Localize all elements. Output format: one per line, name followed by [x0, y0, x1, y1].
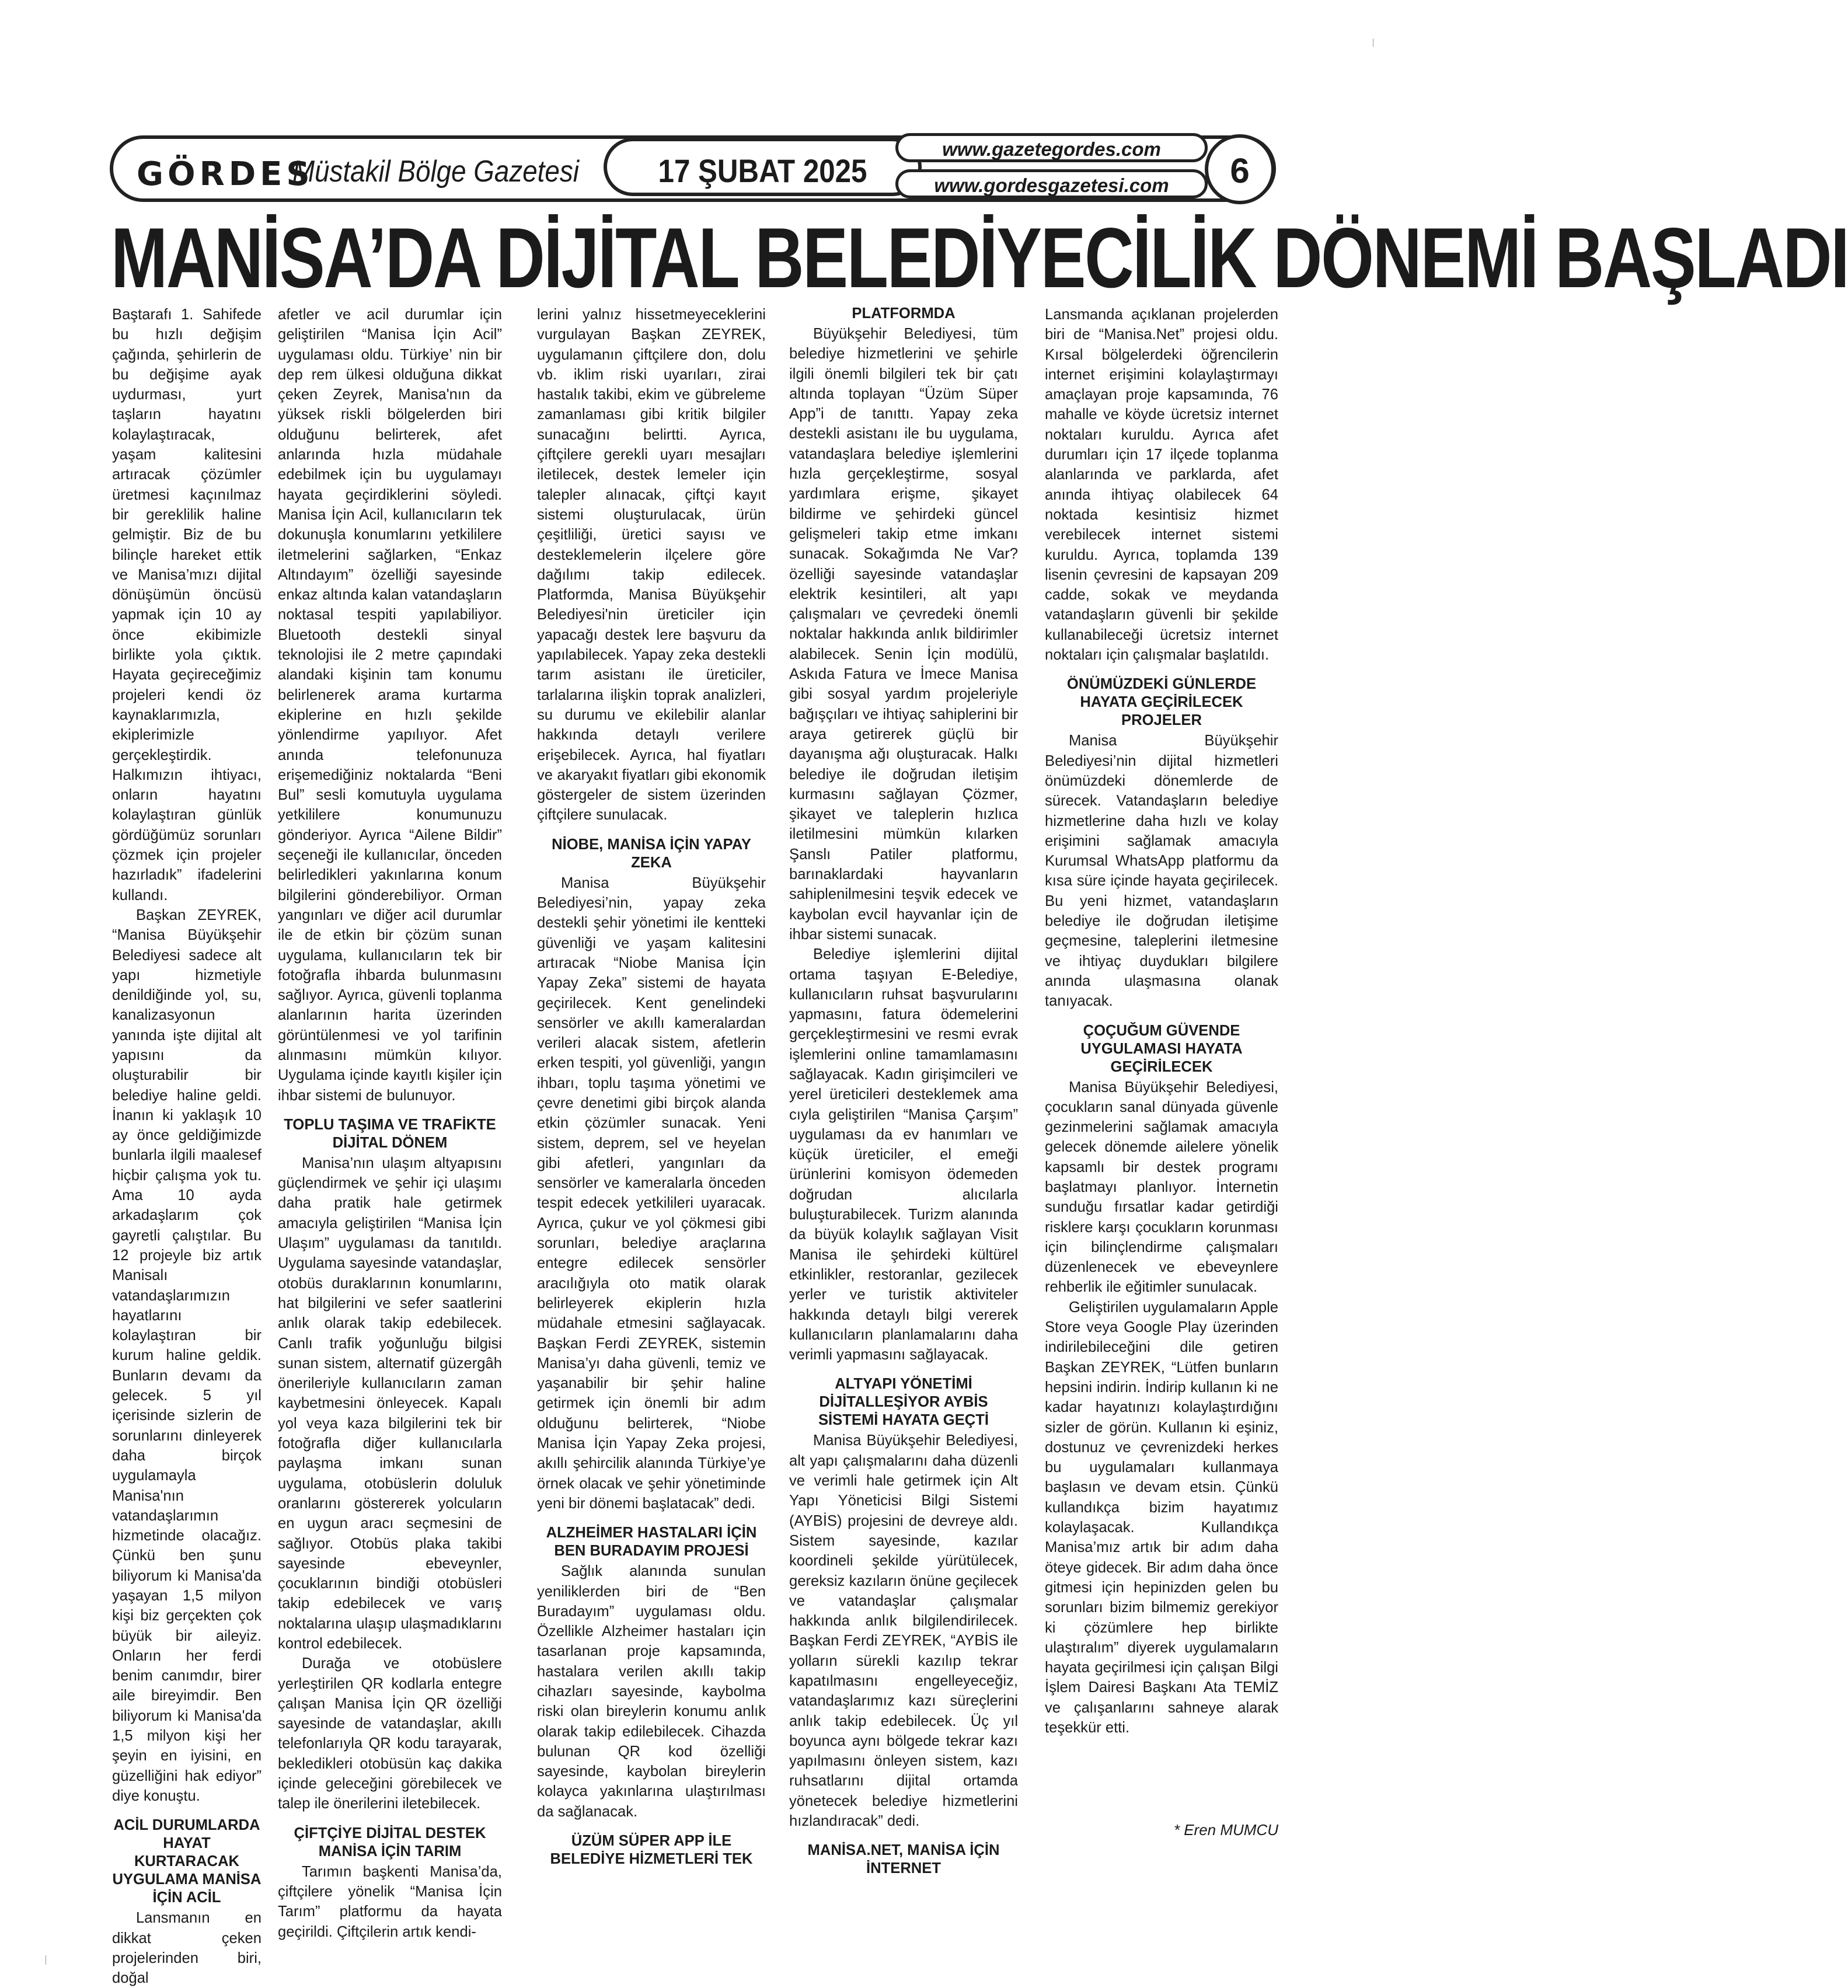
section-heading: ACİL DURUMLARDA HAYAT KURTARACAK UYGULAMA MANİSA İÇİN ACİL [112, 1817, 261, 1906]
article-column-1 [112, 305, 261, 1988]
website-2-text: www.gordesgazetesi.com [934, 175, 1169, 196]
section-heading: NİOBE, MANİSA İÇİN YAPAY ZEKA [552, 836, 751, 871]
website-link-2[interactable] [895, 169, 1208, 198]
paragraph: Manisa Büyükşehir Belediyesi, alt yapı çalışmalarını daha düzenli ve verimli hale getirmek için Alt Yapı Yöneticisi Bilgi Sistemi (AYBİS) projesini de devreye aldı. Sistem sayesinde, kazılar koordineli şekilde yürütülecek, gereksiz kazıların önüne geçilecek ve vatandaşlar çalışmalar hakkında anlık bilgilendirilecek. Başkan Ferdi ZEYREK, “AYBİS ile yolların sürekli kazılıp tekrar kapatılmasını engelleyeceğiz, vatandaşlarımız kazı süreçlerini anlık takip edebilecek. Üç yıl boyunca aynı bölgede tekrar kazı yapılmasını önleyen sistem, kazı ruhsatlarını dijital ortamda yönetecek belediye hizmetlerini hızlandıracak” dedi. [789, 1432, 1018, 1830]
paragraph: Tarımın başkenti Manisa’da, çiftçilere yönelik “Manisa İçin Tarım” platformu da hayata geçirildi. Çiftçilerin artık kendi- [278, 1863, 502, 1940]
paragraph: afetler ve acil durumlar için geliştirilen “Manisa İçin Acil” uygulaması oldu. Türkiye’ nin bir dep rem ülkesi olduğuna dikkat çeken Zeyrek, Manisa'nın da yüksek riskli bölgelerden biri olduğunu belirterek, afet anlarında hızla müdahale edebilmek için bu uygulamayı hayata geçirdiklerini söyledi. Manisa İçin Acil, kullanıcıların tek dokunuşla konumlarını yetkililere iletmelerini sağlarken, “Enkaz Altındayım” özelliği sayesinde enkaz altında kalan vatandaşların noktasal tespiti yapılabiliyor. Bluetooth destekli sinyal teknolojisi ile 2 metre çapındaki alandaki kişinin tam konumu belirlenerek arama kurtarma ekiplerine en hızlı şekilde yönlendirme yapılıyor. Afet anında telefonunuza erişemediğiniz noktalarda “Beni Bul” sesli komutuyla uygulama yetkililere konumunuzu gönderiyor. Ayrıca “Ailene Bildir” seçeneği ile kullanıcılar, önceden belirledikleri yakınlarına konum bilgilerini gönderebiliyor. Orman yangınları ve diğer acil durumlar ile de etkin bir çözüm sunan uygulama, kullanıcıların tek bir fotoğrafla ihbarda bulunmasını sağlıyor. Ayrıca, güvenli toplanma alanlarının harita üzerinden görüntülenmesi ve yol tarifinin alınmasını mümkün kılıyor. Uygulama içinde kayıtlı kişiler için ihbar sistemi de bulunuyor. [278, 306, 502, 1104]
page-number: 6 [1230, 151, 1250, 190]
article-column-3 [537, 305, 766, 1870]
paragraph: Manisa Büyükşehir Belediyesi’nin dijital hizmetleri önümüzdeki dönemlerde de sürecek. Vatandaşların belediye hizmetlerine daha hızlı ve kolay erişimini sağlamak amacıyla Kurumsal WhatsApp platformu da kısa süre içinde hayata geçirilecek. Bu yeni hizmet, vatandaşların belediye ile doğrudan iletişime geçmesine, taleplerini iletmesine ve ihtiyaç duydukları bilgilere anında ulaşmasına olanak tanıyacak. [1045, 733, 1278, 1010]
article-column-5 [1045, 305, 1278, 1738]
section-heading: ÖNÜMÜZDEKİ GÜNLERDE HAYATA GEÇİRİLECEK PROJELER [1066, 676, 1257, 729]
paragraph: Durağa ve otobüslere yerleştirilen QR kodlarla entegre çalışan Manisa İçin QR özelliği sayesinde de vatandaşlar, akıllı telefonlarıyla QR kodu tarayarak, bekledikleri otobüsün kaç dakika içinde geleceğini görebilecek ve talep ile önerilerini iletebilecek. [278, 1655, 502, 1812]
paragraph: lerini yalnız hissetmeyeceklerini vurgulayan Başkan ZEYREK, uygulamanın çiftçilere don, dolu vb. iklim riski uyarıları, zirai hastalık takibi, ekim ve gübreleme zamanlaması gibi kritik bilgiler sunacağını belirtti. Ayrıca, çiftçilere gerekli uyarı mesajları iletilecek, destek lemeler için talepler alınacak, çiftçi kayıt sistemi oluşturulacak, ürün çeşitliliği, üretici sayısı ve desteklemelerin ilçelere göre dağılımı takip edilecek. Platformda, Manisa Büyükşehir Belediyesi'nin üreticiler için yapacağı destek lere başvuru da yapılabilecek. Yapay zeka destekli tarım asistanı ile üreticiler, tarlalarına ilişkin toprak analizleri, su durumu ve ekilebilir alanlar hakkında detaylı verilere erişebilecek. Ayrıca, hal fiyatları ve akaryakıt fiyatları gibi ekonomik göstergeler de sistem üzerinden çiftçilere sunulacak. [537, 306, 766, 824]
paragraph: Sağlık alanında sunulan yeniliklerden biri de “Ben Buradayım” uygulaması oldu. Özellikle Alzheimer hastaları için tasarlanan proje kapsamında, hastalara verilen akıllı takip cihazları sayesinde, kaybolma riski olan bireylerin konumu anlık olarak takip edilebilecek. Cihazda bulunan QR kod özelliği sayesinde, kaybolan bireylerin kolayca yakınlarına ulaştırılması da sağlanacak. [537, 1563, 766, 1820]
newspaper-name: GÖRDES [137, 155, 314, 193]
paragraph: Başkan ZEYREK, “Manisa Büyükşehir Belediyesi sadece alt yapı hizmetiyle denildiğinde yol, su, kanalizasyonun yanında işte dijital alt yapısını da oluşturabilir bir belediye haline geldi. İnanın ki yaklaşık 10 ay önce geldiğimizde bunlarla ilgili maalesef hiçbir çalışma yok tu. Ama 10 ayda arkadaşlarım çok gayretli çalıştılar. Bu 12 projeyle biz artık Manisalı vatandaşlarımızın hayatlarını kolaylaştıran bir kurum haline geldik. Bunların devamı da gelecek. 5 yıl içerisinde sizlerin de sorunlarını dinleyerek daha birçok uygulamayla Manisa'nın vatandaşlarımın hizmetinde olacağız. Çünkü ben şunu biliyorum ki Manisa'da yaşayan 1,5 milyon kişi biz gerçekten çok büyük bir aileyiz. Onların her ferdi benim canımdır, birer aile bireyimdir. Ben biliyorum ki Manisa'da 1,5 milyon kişi her şeyin en iyisini, en güzelliğini hak ediyor” diye konuştu. [112, 906, 261, 1804]
paragraph: Baştarafı 1. Sahifede bu hızlı değişim çağında, şehirlerin de bu değişime ayak uydurması, yurt taşların hayatını kolaylaştıracak, yaşam kalitesini artıracak çözümler üretmesi kaçınılmaz bir gereklilik haline gelmiştir. Biz de bu bilinçle hareket ettik ve Manisa’mızı dijital dönüşümün öncüsü yapmak için 10 ay önce ekibimizle birlikte yola çıktık. Hayata geçireceğimiz projeleri kendi öz kaynaklarımızla, ekiplerimizle gerçekleştirdik. Halkımızın ihtiyacı, onların hayatını kolaylaştıran günlük gördüğümüz sorunları çözmek için projeler hazırladık” ifadelerini kullandı. [112, 306, 261, 904]
paragraph: Geliştirilen uygulamaların Apple Store veya Google Play üzerinden indirilebileceğini dile getiren Başkan ZEYREK, “Lütfen bunların hepsini indirin. İndirip kullanın ki ne kadar hayatınızı kolaylaştırdığını sizler de görün. Kullanın ki eşiniz, dostunuz ve çevrenizdeki herkes bu uygulamaları kullanmaya başlasın ve devam etsin. Çünkü kullandıkça bizim hayatımız kolaylaşacak. Kullandıkça Manisa’mız artık bir adım daha öteye gidecek. Bir adım daha önce gitmesi için hepinizden gelen bu sorunları bizim bilmemiz gerekiyor ki çözümlere hep birlikte ulaştıralım” diyerek uygulamaların hayata geçirilmesi için çalışan Bilgi İşlem Dairesi Başkanı Ata TEMİZ ve çalışanlarını sahneye alarak teşekkür etti. [1045, 1299, 1278, 1736]
section-heading: MANİSA.NET, MANİSA İÇİN İNTERNET [807, 1842, 1000, 1877]
article-column-2 [278, 305, 502, 1942]
paragraph: Lansmanın en dikkat çeken projelerinden biri, doğal [112, 1910, 261, 1987]
paragraph: Manisa Büyükşehir Belediyesi’nin, yapay zeka destekli şehir yönetimi ile kentteki güvenliği ve yaşam kalitesini artıracak “Niobe Manisa İçin Yapay Zeka” sistemi de hayata geçirilecek. Kent genelindeki sensörler ve akıllı kameralardan verileri alacak sistem, afetlerin erken tespiti, yol güvenliği, yangın ihbarı, toplu taşıma yönetimi ve çevre denetimi gibi birçok alanda etkin çözümler sunacak. Yeni sistem, deprem, sel ve heyelan gibi afetleri, yangınları da sensörler ve kameralarla önceden tespit edecek yetkilileri uyaracak. Ayrıca, çukur ve yol çökmesi gibi sorunları, belediye araçlarına entegre edilecek sensörler aracılığıyla oto matik olarak belirleyerek ekiplerin hızla müdahale etmesini sağlayacak. Başkan Ferdi ZEYREK, sistemin Manisa’yı daha güvenli, temiz ve yaşanabilir bir şehir haline getirmek için önemli bir adım olduğunu belirterek, “Niobe Manisa İçin Yapay Zeka projesi, akıllı şehircilik alanında Türkiye’ye örnek olacak ve şehir yönetiminde yeni bir dönemi başlatacak” dedi. [537, 874, 766, 1512]
website-1-text: www.gazetegordes.com [942, 138, 1161, 160]
website-link-1[interactable] [895, 133, 1208, 162]
author-byline: * Eren MUMCU [1173, 1821, 1278, 1839]
article-headline: MANİSA’DA DİJİTAL BELEDİYECİLİK DÖNEMİ BAŞLADI [111, 210, 1848, 305]
paragraph: Büyükşehir Belediyesi, tüm belediye hizmetlerini ve şehirle ilgili önemli bilgileri tek bir çatı altında toplayan “Üzüm Süper App”i de tanıttı. Yapay zeka destekli asistanı ile bu uygulama, vatandaşlara belediye işlemlerini hızla gerçekleştirme, sosyal yardımlara erişme, şikayet bildirme ve şehirdeki güncel gelişmeleri takip etme imkanı sunacak. Sokağımda Ne Var? özelliği sayesinde vatandaşlar elektrik kesintileri, alt yapı çalışmaları ve çevredeki önemli noktalar hakkında anlık bildirimler alabilecek. Senin İçin modülü, Askıda Fatura ve İmece Manisa gibi sosyal yardım projeleriyle bağışçıları ve ihtiyaç sahiplerini bir araya getirerek güçlü bir dayanışma ağı oluşturacak. Halkı belediye ile doğrudan iletişim kurmasını sağlayan Çözmer, şikayet ve taleplerin hızlıca iletilmesini mümkün kılarken Şanslı Patiler platformu, barınaklardaki hayvanların sahiplenilmesini teşvik edecek ve kaybolan evcil hayvanlar için de ihbar sistemi sunacak. [789, 326, 1018, 943]
paragraph: Manisa’nın ulaşım altyapısını güçlendirmek ve şehir içi ulaşımı daha pratik hale getirmek amacıyla geliştirilen “Manisa İçin Ulaşım” uygulaması da tanıtıldı. Uygulama sayesinde vatandaşlar, otobüs duraklarının konumlarını, hat bilgilerini ve sefer saatlerini anlık olarak takip edebilecek. Canlı trafik yoğunluğu bilgisi sunan sistem, alternatif güzergâh önerileriyle kullanıcıların zaman kaybetmesini önleyecek. Kapalı yol veya kaza bilgilerini tek bir fotoğrafla diğer kullanıcılarla paylaşma imkanı sunan uygulama, otobüslerin doluluk oranlarını göstererek yolcuların en uygun aracı seçmesini de sağlıyor. Otobüs plaka takibi sayesinde ebeveynler, çocuklarının bindiği otobüsleri takip edebilecek ve varış noktalarına ulaşıp ulaşmadıklarını kontrol edebilecek. [278, 1155, 502, 1652]
section-heading: PLATFORMDA [852, 305, 956, 322]
paragraph: Manisa Büyükşehir Belediyesi, çocukların sanal dünyada güvenle gezinmelerini sağlamak amacıyla gelecek dönemde ailelere yönelik kapsamlı bir destek programı başlatmayı planlıyor. İnternetin sunduğu fırsatlar kadar getirdiği risklere karşı çocukların korunması için bilinçlendirme çalışmaları düzenlenecek ve ebeveynlere rehberlik ile eğitimler sunulacak. [1045, 1079, 1278, 1296]
section-heading: TOPLU TAŞIMA VE TRAFİKTE DİJİTAL DÖNEM [284, 1116, 496, 1151]
page-number-badge [1205, 134, 1275, 204]
paragraph: Lansmanda açıklanan projelerden biri de “Manisa.Net” projesi oldu. Kırsal bölgelerdeki öğrencilerin internet erişimini kolaylaştırmayı amaçlayan proje kapsamında, 76 mahalle ve köyde ücretsiz internet noktaları kuruldu. Ayrıca afet durumları için 17 ilçede toplanma alanlarında ve parklarda, afet anında ihtiyaç olabilecek 64 noktada kesintisiz hizmet verebilecek internet sistemi kuruldu. Ayrıca, toplamda 139 lisenin çevresini de kapsayan 209 cadde, sokak ve meydanda vatandaşların güvenli bir şekilde kullanabileceği ücretsiz internet noktaları için çalışmalar başlatıldı. [1045, 306, 1278, 664]
masthead [110, 135, 1276, 202]
article-column-4 [789, 305, 1018, 1879]
issue-date: 17 ŞUBAT 2025 [658, 152, 867, 189]
section-heading: ÜZÜM SÜPER APP İLE BELEDİYE HİZMETLERİ TEK [550, 1833, 753, 1868]
section-heading: ÇİFTÇİYE DİJİTAL DESTEK MANİSA İÇİN TARIM [294, 1825, 486, 1860]
issue-date-badge [604, 138, 922, 196]
section-heading: ALTYAPI YÖNETİMİ DİJİTALLEŞİYOR AYBİS SİSTEMİ HAYATA GEÇTİ [818, 1376, 989, 1429]
newspaper-tagline: Müstakil Bölge Gazetesi [292, 155, 579, 189]
section-heading: ÇOÇUĞUM GÜVENDE UYGULAMASI HAYATA GEÇİRİLECEK [1080, 1022, 1243, 1075]
section-heading: ALZHEİMER HASTALARI İÇİN BEN BURADAYIM PROJESİ [546, 1525, 757, 1560]
paragraph: Belediye işlemlerini dijital ortama taşıyan E-Belediye, kullanıcıların ruhsat başvurularını yapmasını, fatura ödemelerini gerçekleştirmesini ve resmi evrak işlemlerini online tamamlamasını sağlayacak. Kadın girişimcileri ve yerel üreticileri desteklemek ama cıyla geliştirilen “Manisa Çarşım” uygulaması da ev hanımları ve küçük üreticiler, el emeği ürünlerini komisyon ödemeden doğrudan alıcılarla buluşturabilecek. Turizm alanında da büyük kolaylık sağlayan Visit Manisa ile şehirdeki kültürel etkinlikler, restoranlar, gezilecek yerler ve turistik aktiviteler hakkında detaylı bilgi vererek kullanıcıların planlamalarını daha verimli yapmasını sağlayacak. [789, 946, 1018, 1363]
